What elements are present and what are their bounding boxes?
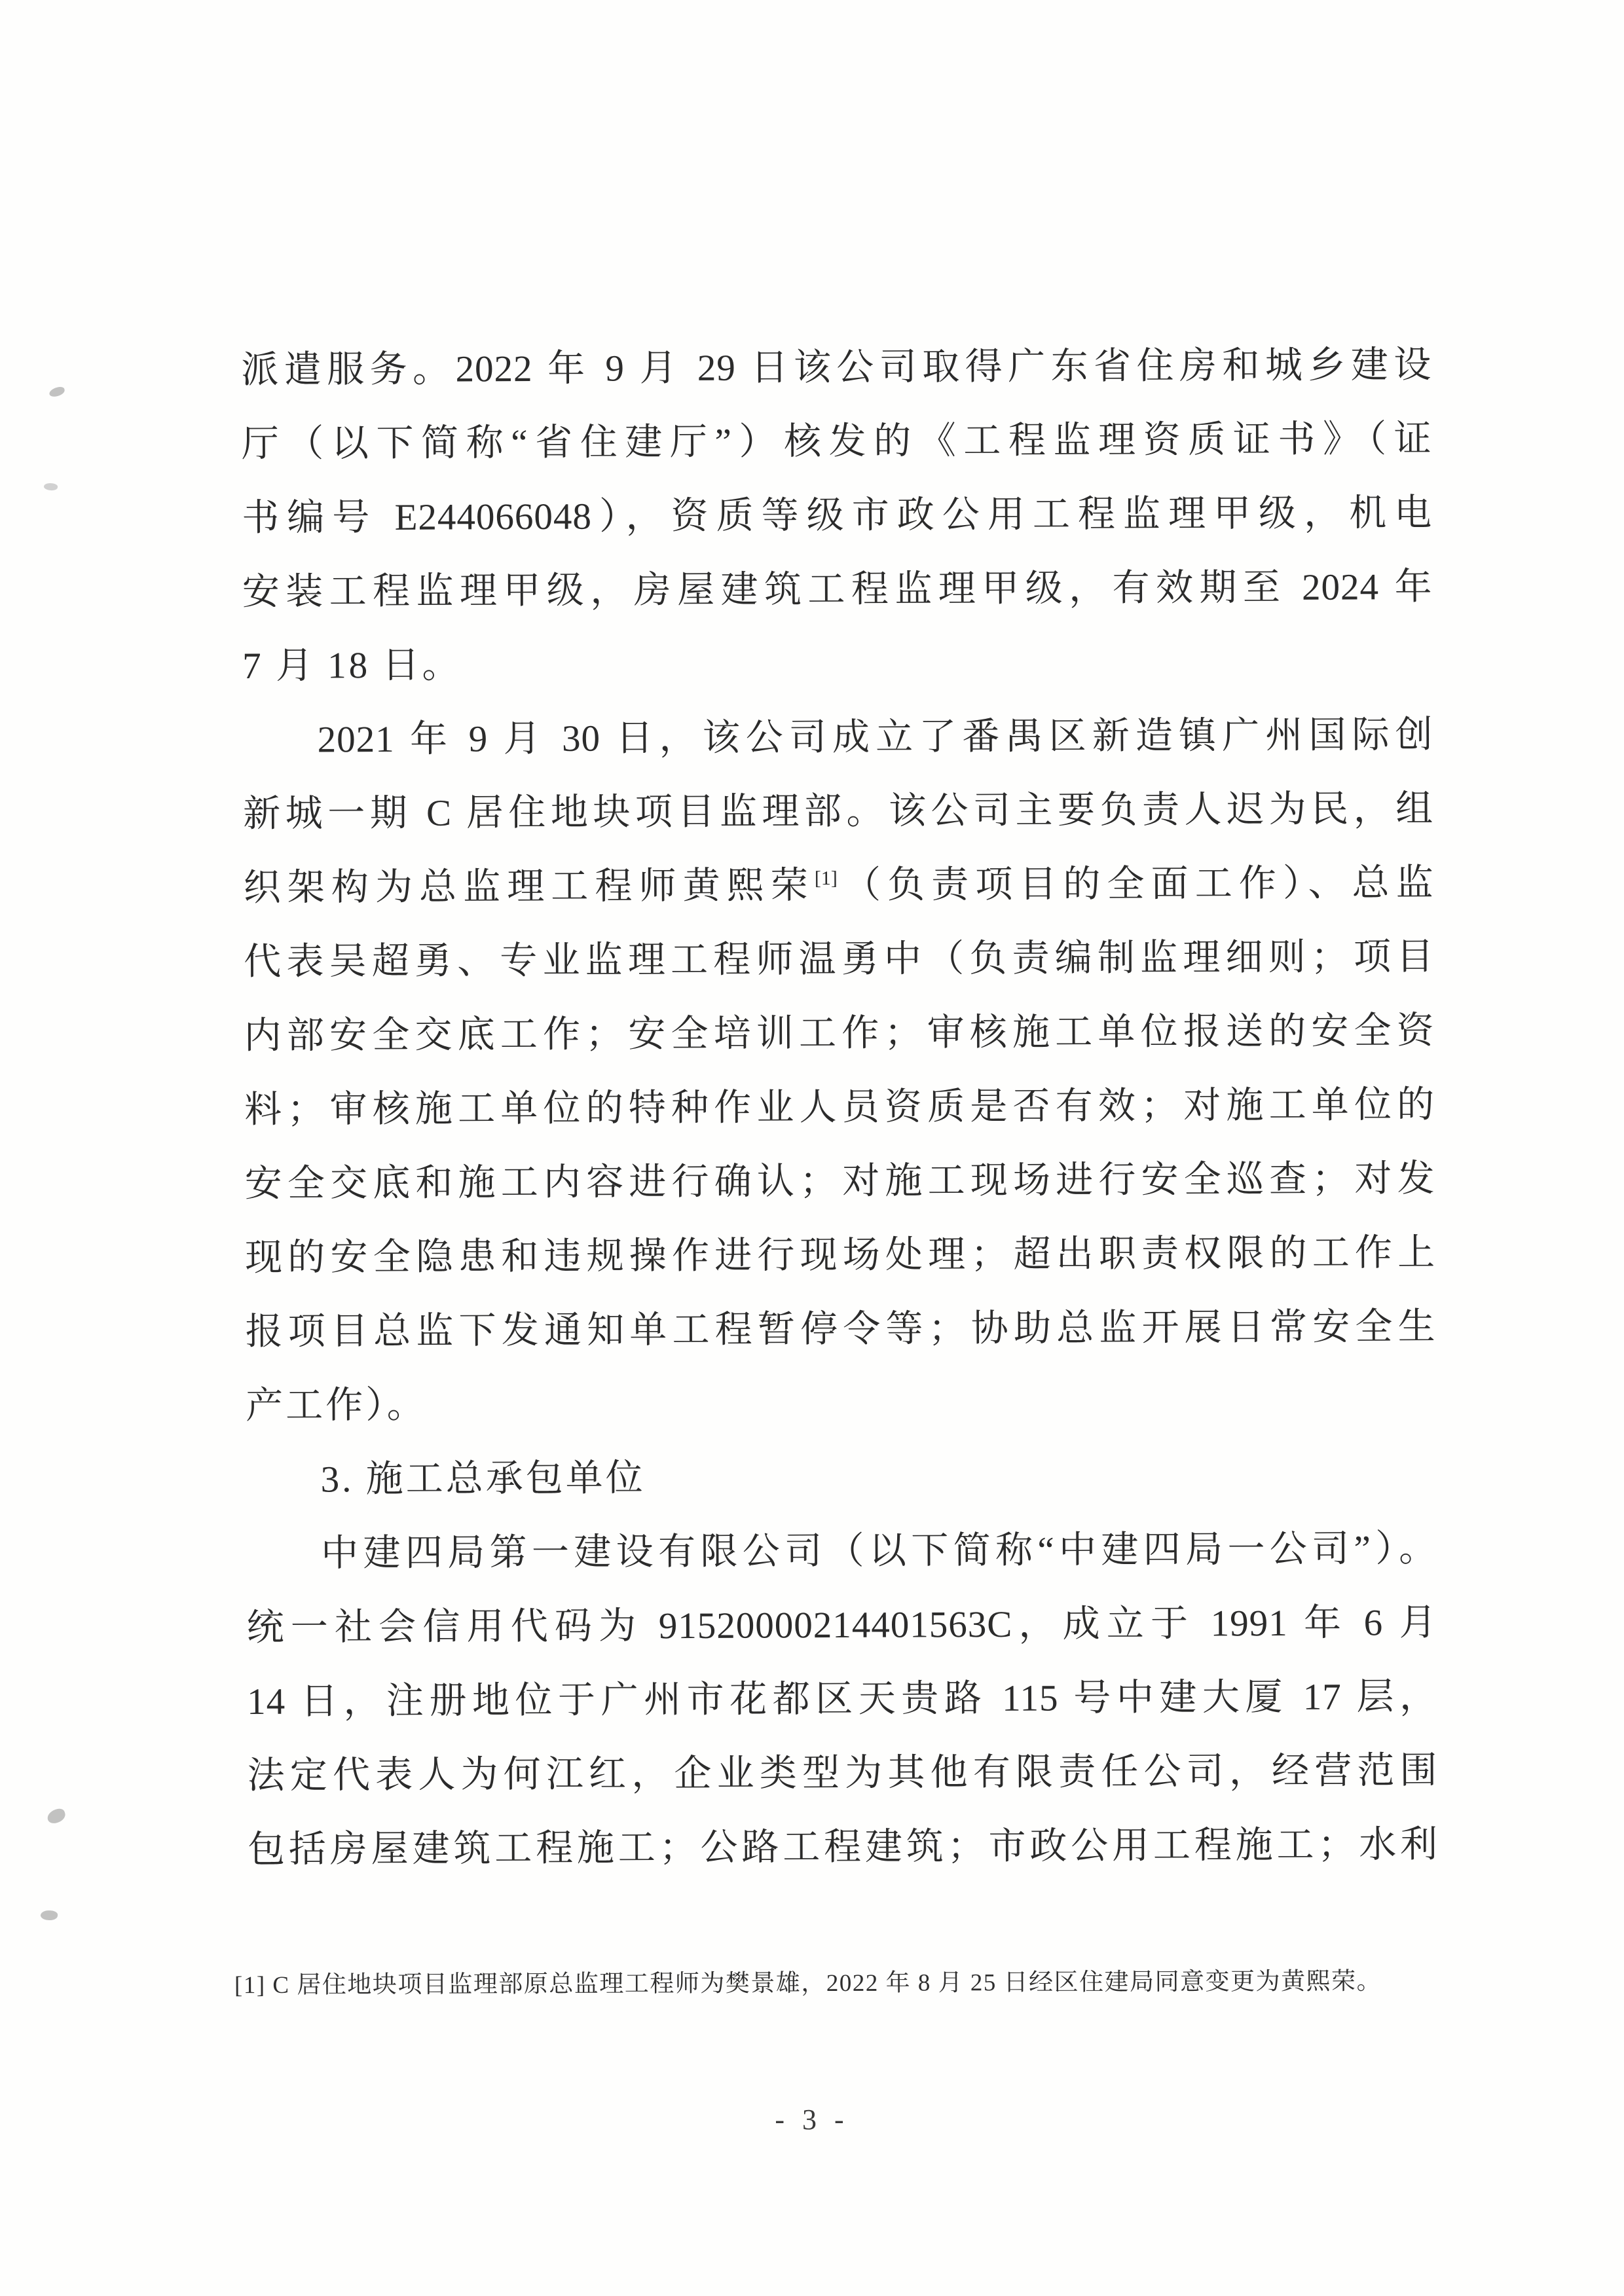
body-line: 中建四局第一建设有限公司（以下简称“中建四局一公司”）。 [321, 1528, 1437, 1575]
scan-smudge-mark [48, 386, 65, 397]
body-line: 安全交底和施工内容进行确认；对施工现场进行安全巡查；对发 [244, 1158, 1435, 1205]
body-line [243, 846, 1433, 925]
body-line: 代表吴超勇、专业监理工程师温勇中（负责编制监理细则；项目 [244, 936, 1435, 983]
footnote: [1] C 居住地块项目监理部原总监理工程师为樊景雄，2022 年 8 月 25 日经区住建局同意变更为黄熙荣。 [234, 1968, 1382, 1999]
footnote-reference-marker: [1] [814, 867, 838, 890]
scan-smudge-mark [40, 1910, 58, 1922]
body-line-text: （负责项目的全面工作）、总监 [837, 862, 1434, 906]
body-line: 派遣服务。2022 年 9 月 29 日该公司取得广东省住房和城乡建设 [241, 344, 1432, 391]
scan-smudge-mark [43, 483, 58, 492]
body-line: 2021 年 9 月 30 日，该公司成立了番禺区新造镇广州国际创 [317, 714, 1433, 761]
body-line: 统一社会信用代码为 91520000214401563C，成立于 1991 年 6 月 [246, 1602, 1437, 1649]
body-line: 报项目总监下发通知单工程暂停令等；协助总监开展日常安全生 [245, 1306, 1436, 1353]
section-heading: 3. 施工总承包单位 [320, 1457, 646, 1501]
body-line: 法定代表人为何江红，企业类型为其他有限责任公司，经营范围 [247, 1750, 1438, 1796]
body-line: 料；审核施工单位的特种作业人员资质是否有效；对施工单位的 [244, 1084, 1435, 1131]
page-number: - 3 - [775, 2104, 849, 2136]
body-line: 新城一期 C 居住地块项目监理部。该公司主要负责人迟为民，组 [243, 788, 1434, 835]
body-text [241, 328, 1438, 1887]
body-line: 现的安全隐患和违规操作进行现场处理；超出职责权限的工作上 [245, 1232, 1436, 1279]
body-line-text: 织架构为总监理工程师黄熙荣 [243, 865, 815, 909]
body-line: 包括房屋建筑工程施工；公路工程建筑；市政公用工程施工；水利 [247, 1824, 1439, 1870]
body-line: 安装工程监理甲级，房屋建筑工程监理甲级，有效期至 2024 年 [242, 566, 1433, 613]
body-line: 产工作）。 [246, 1384, 427, 1427]
body-line: 书编号 E244066048），资质等级市政公用工程监理甲级，机电 [242, 492, 1433, 539]
scan-smudge-mark [46, 1807, 67, 1825]
body-line: 内部安全交底工作；安全培训工作；审核施工单位报送的安全资 [244, 1010, 1435, 1057]
body-line: 厅（以下简称“省住建厅”）核发的《工程监理资质证书》（证 [241, 418, 1432, 465]
body-line: 14 日，注册地位于广州市花都区天贵路 115 号中建大厦 17 层， [246, 1676, 1438, 1722]
body-line: 7 月 18 日。 [242, 644, 462, 687]
